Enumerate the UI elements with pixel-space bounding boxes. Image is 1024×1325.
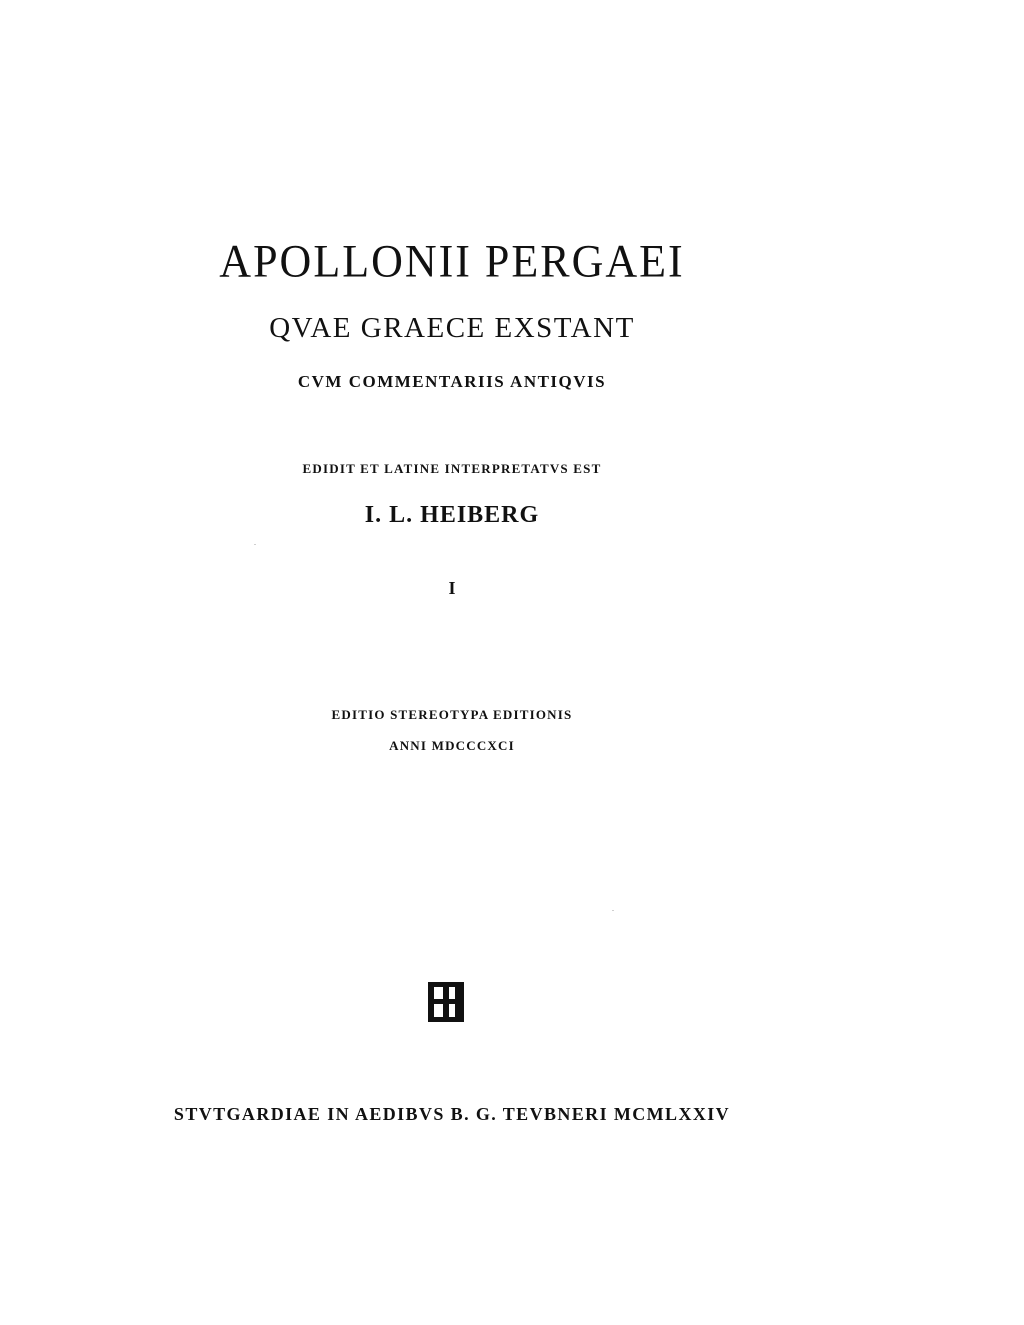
- edition-note-line-2: ANNI MDCCCXCI: [389, 738, 515, 753]
- teubner-publisher-mark-icon: [428, 982, 464, 1022]
- editor-note: EDIDIT ET LATINE INTERPRETATVS EST: [302, 461, 602, 476]
- author-title: APOLLONII PERGAEI: [219, 235, 685, 288]
- edition-note-line-1: EDITIO STEREOTYPA EDITIONIS: [331, 707, 573, 722]
- commentary-subtitle: CVM COMMENTARIIS ANTIQVIS: [297, 372, 607, 391]
- paper-speck: [254, 544, 256, 545]
- publisher-imprint: STVTGARDIAE IN AEDIBVS B. G. TEVBNERI MCMLXXIV: [173, 1104, 731, 1124]
- editor-name: I. L. HEIBERG: [364, 502, 540, 528]
- work-title: QVAE GRAECE EXSTANT: [269, 312, 635, 344]
- paper-speck: [612, 910, 614, 911]
- volume-number: I: [448, 578, 456, 598]
